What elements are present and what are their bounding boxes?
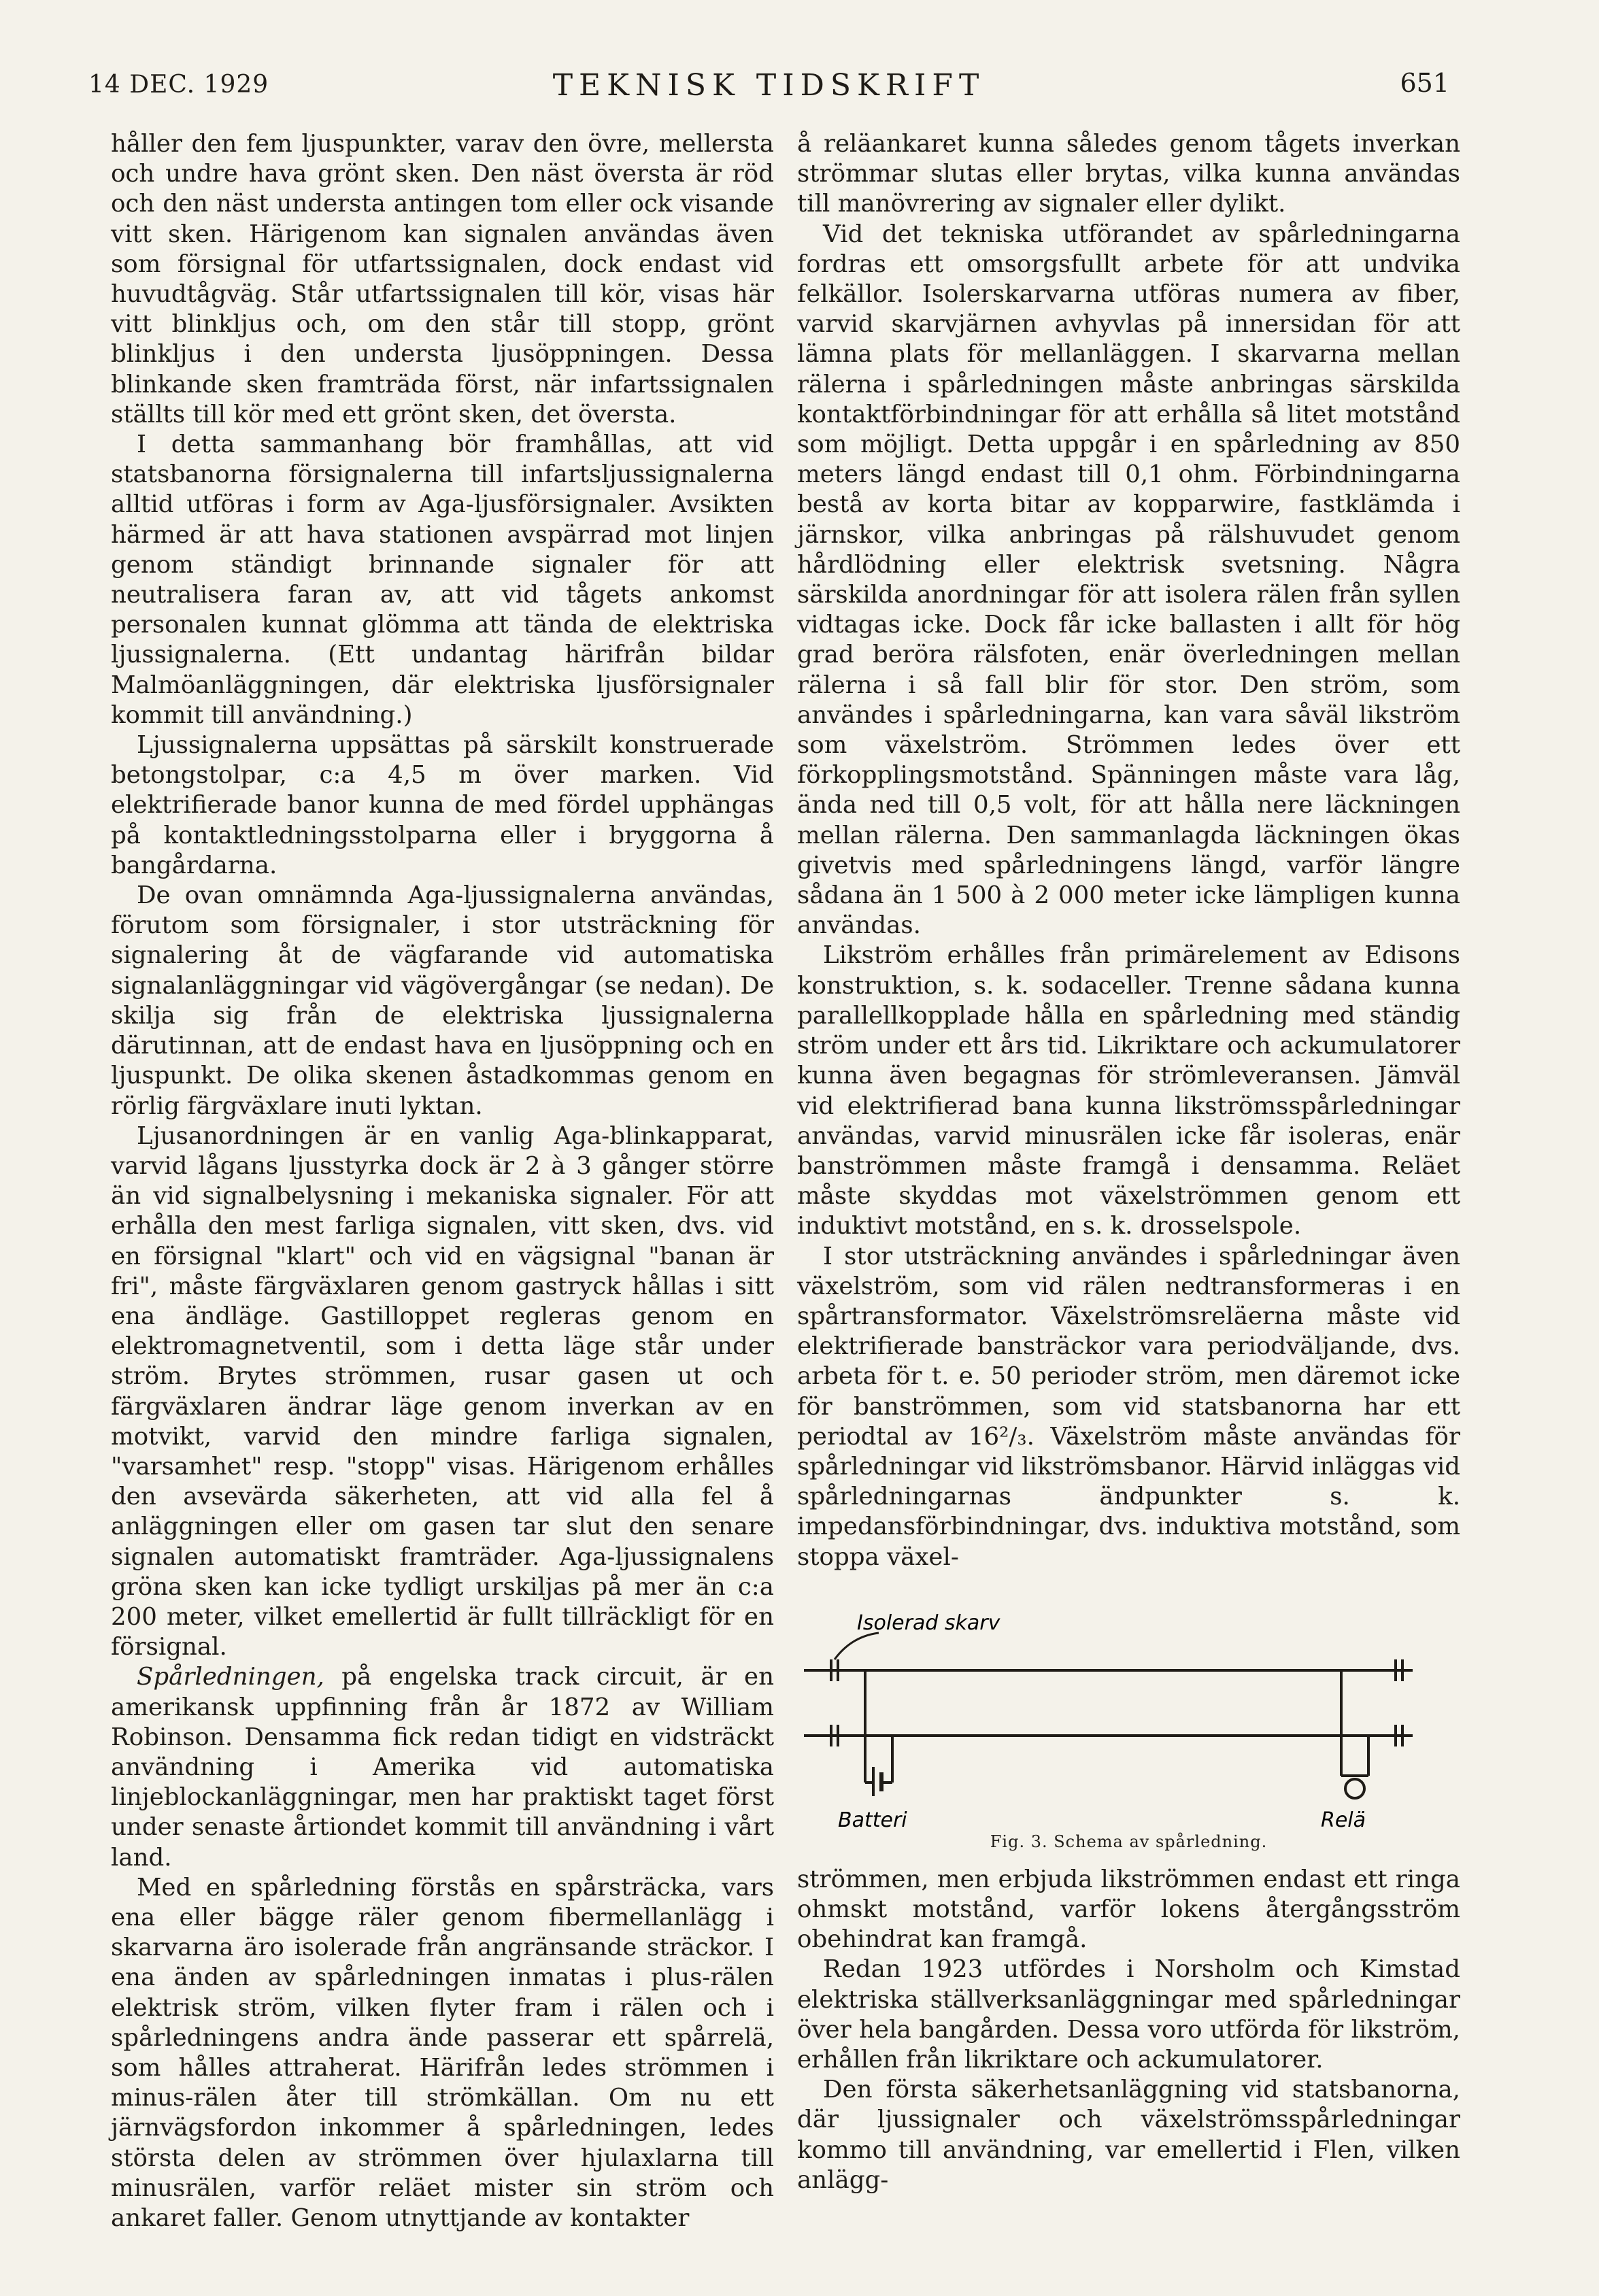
paragraph: Ljusanordningen är en vanlig Aga-blinkapparat, varvid lågans ljusstyrka dock är 2 à 3 gånger större än vid signalbelysning i mekaniska signaler. För att erhålla den mest farliga signalen, vitt sken, dvs. vid en försignal "klart" och vid en vägsignal "banan är fri", måste färgväxlaren genom gastryck hållas i sitt ena ändläge. Gastilloppet regleras genom en elektromagnetventil, som i detta läge står under ström. Brytes strömmen, rusar gasen ut och färgväxlaren ändrar läge genom inverkan av en motvikt, varvid den mindre farliga signalen, "varsamhet" resp. "stopp" visas. Härigenom erhålles den avsevärda säkerheten, att vid alla fel å anläggningen eller om gasen tar slut den senare signalen automatiskt framträder. Aga-ljussignalens gröna sken kan icke tydligt urskiljas på mer än c:a 200 meter, vilket emellertid är fullt tillräckligt för en försignal. — [111, 1121, 774, 1661]
track-circuit-figure — [797, 1589, 1460, 1861]
paragraph: Med en spårledning förstås en spårsträcka, vars ena eller bägge räler genom fibermellanlägg i skarvarna äro isolerade från angränsande sträckor. I ena änden av spårledningen inmatas i plus-rälen elektrisk ström, vilken flyter fram i rälen och i spårledningens andra ände passerar ett spårrelä, som hålles attraherat. Härifrån ledes strömmen i minus-rälen åter till strömkällan. Om nu ett järnvägsfordon inkommer å spårledningen, ledes största delen av strömmen över hjulaxlarna till minusrälen, varför reläet mister sin ström och ankaret faller. Genom utnyttjande av kontakter — [111, 1873, 774, 2233]
paragraph: I stor utsträckning användes i spårledningar även växelström, som vid rälen nedtransformeras i en spårtransformator. Växelströmsreläerna måste vid elektrifierade bansträckor vara periodväljande, dvs. arbeta för t. e. 50 perioder ström, men däremot icke för banströmmen, som vid statsbanorna har ett periodtal av 16²/₃. Växelström måste användas för spårledningar vid likströmsbanor. Härvid inläggas vid spårledningarnas ändpunkter s. k. impedansförbindningar, dvs. induktiva motstånd, som stoppa växel- — [797, 1242, 1460, 1571]
relay-coil — [1345, 1779, 1364, 1798]
paragraph: å reläankaret kunna således genom tågets inverkan strömmar slutas eller brytas, vilka kunna användas till manövrering av signaler eller dylikt. — [797, 130, 1460, 218]
left-column — [111, 129, 774, 2233]
paragraph: Ljussignalerna uppsättas på särskilt konstruerade betongstolpar, c:a 4,5 m över marken. Vid elektrifierade banor kunna de med fördel upphängas på kontaktledningsstolparna eller i bryggorna å bangårdarna. — [111, 731, 774, 879]
right-column — [797, 129, 1460, 2195]
journal-title: TEKNISK TIDSKRIFT — [552, 68, 986, 103]
paragraph: I detta sammanhang bör framhållas, att vid statsbanorna försignalerna till infartsljussignalerna alltid utföras i form av Aga-ljusförsignaler. Avsikten härmed är att hava stationen avspärrad mot linjen genom ständigt brinnande signaler för att neutralisera faran av, att vid tågets ankomst personalen kunnat glömma att tända de elektriska ljussignalerna. (Ett undantag härifrån bildar Malmöanläggningen, där elektriska ljusförsignaler kommit till användning.) — [111, 430, 774, 729]
page-number: 651 — [1400, 68, 1449, 98]
paragraph: Vid det tekniska utförandet av spårledningarna fordras ett omsorgsfullt arbete för att undvika felkällor. Isolerskarvarna utföras numera av fiber, varvid skarvjärnen avhyvlas på innersidan för att lämna plats för mellanläggen. I skarvarna mellan rälerna i spårledningen måste anbringas särskilda kontaktförbindningar för att erhålla så litet motstånd som möjligt. Detta uppgår i en spårledning av 850 meters längd endast till 0,1 ohm. Förbindningarna bestå av korta bitar av kopparwire, fastklämda i järnskor, vilka anbringas på rälshuvudet genom hårdlödning eller elektrisk svetsning. Några särskilda anordningar för att isolera rälen från syllen vidtagas icke. Dock får icke ballasten i allt för hög grad beröra rälsfoten, enär överledningen mellan rälerna i så fall blir för stor. Den ström, som användes i spårledningarna, kan vara såväl likström som växelström. Strömmen ledes över ett förkopplingsmotstånd. Spänningen måste vara låg, ända ned till 0,5 volt, för att hålla nere läckningen mellan rälerna. Den sammanlagda läckningen ökas givetvis med spårledningens längd, varför längre sådana än 1 500 à 2 000 meter icke lämpligen kunna användas. — [797, 220, 1460, 940]
track-circuit-diagram — [797, 1589, 1460, 1861]
issue-date: 14 DEC. 1929 — [88, 71, 269, 99]
section-term: Spårledningen, — [137, 1663, 324, 1691]
paragraph: Den första säkerhetsanläggning vid statsbanorna, där ljussignaler och växelströmsspårledningar kommo till användning, var emellertid i Flen, vilken anlägg- — [797, 2076, 1460, 2194]
paragraph: strömmen, men erbjuda likströmmen endast ett ringa ohmskt motstånd, varför lokens återgångsström obehindrat kan framgå. — [797, 1865, 1460, 1954]
paragraph: Redan 1923 utfördes i Norsholm och Kimstad elektriska ställverksanläggningar med spårledningar över hela bangården. Dessa voro utförda för likström, erhållen från likriktare och ackumulatorer. — [797, 1955, 1460, 2074]
insulated-joint-label: Isolerad skarv — [857, 1610, 1000, 1635]
paragraph-text: på engelska track circuit, är en amerikansk uppfinning från år 1872 av William Robinson. Densamma fick redan tidigt en vidsträckt användning i Amerika vid automatiska linjeblockanläggningar, men har praktiskt taget först under senaste årtiondet kommit till användning i vårt land. — [111, 1663, 774, 1872]
relay-label: Relä — [1321, 1808, 1366, 1832]
paragraph: Likström erhålles från primärelement av Edisons konstruktion, s. k. sodaceller. Trenne sådana kunna parallellkopplade hålla en spårledning med ständig ström under ett års tid. Likriktare och ackumulatorer kunna även begagnas för strömleveransen. Jämväl vid elektrifierad bana kunna likströmsspårledningar användas, varvid minusrälen icke får isoleras, enär banströmmen måste framgå i densamma. Reläet måste skyddas mot växelströmmen genom ett induktivt motstånd, en s. k. drosselspole. — [797, 941, 1460, 1240]
paragraph: håller den fem ljuspunkter, varav den övre, mellersta och undre hava grönt sken. Den näst översta är röd och den näst understa antingen tom eller ock visande vitt sken. Härigenom kan signalen användas även som försignal för utfartssignalen, dock endast vid huvudtågväg. Står utfartssignalen till kör, visas här vitt blinkljus och, om den står till stopp, grönt blinkljus i den understa ljusöppningen. Dessa blinkande sken framträda först, när infartssignalen ställts till kör med ett grönt sken, det översta. — [111, 130, 774, 428]
battery-label: Batteri — [838, 1808, 907, 1832]
page-header — [88, 68, 1449, 109]
figure-caption: Fig. 3. Schema av spårledning. — [990, 1831, 1268, 1851]
paragraph: De ovan omnämnda Aga-ljussignalerna användas, förutom som försignaler, i stor utsträckning för signalering åt de vägfarande vid automatiska signalanläggningar vid vägövergångar (se nedan). De skilja sig från de elektriska ljussignalerna därutinnan, att de endast hava en ljusöppning och en ljuspunkt. De olika skenen åstadkommas genom en rörlig färgväxlare inuti lyktan. — [111, 881, 774, 1120]
paragraph — [111, 1662, 774, 1872]
